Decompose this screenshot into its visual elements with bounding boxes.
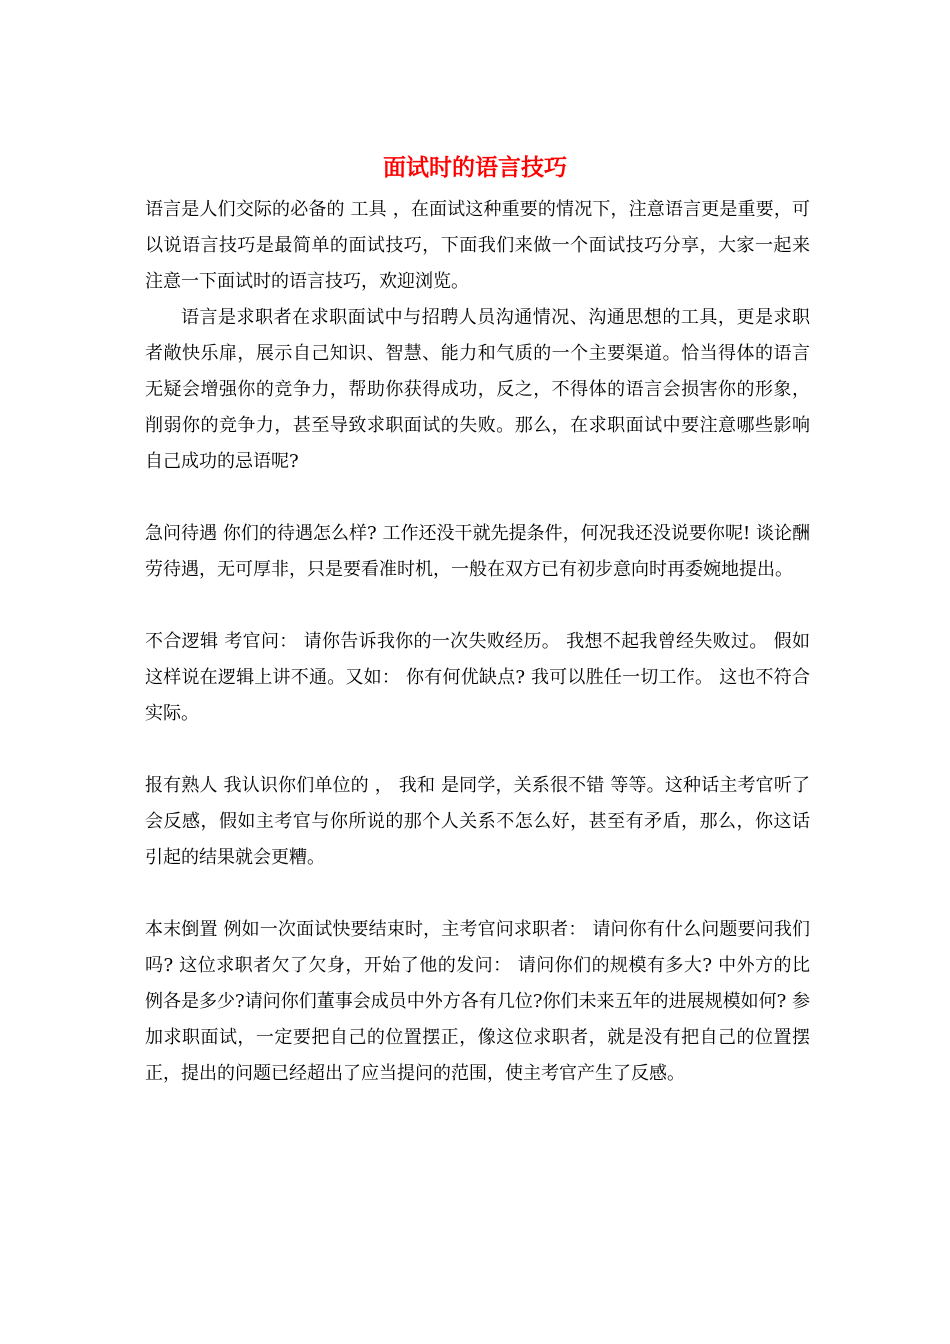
- paragraph-gap: [145, 588, 810, 624]
- section-priority: 本末倒置 例如一次面试快要结束时，主考官问求职者： 请问你有什么问题要问我们吗? 这位求职者欠了欠身，开始了他的发问： 请问你们的规模有多大? 中外方的比例各是多少?请问你们董事会成员中外方各有几位?你们未来五年的进展规模如何? 参加求职面试，一定要把自己的位置摆正，像这位求职者，就是没有把自己的位置摆正，提出的问题已经超出了应当提问的范围，使主考官产生了反感。: [145, 919, 810, 1084]
- paragraph-language-tool: 语言是求职者在求职面试中与招聘人员沟通情况、沟通思想的工具，更是求职者敞快乐扉，展示自己知识、智慧、能力和气质的一个主要渠道。恰当得体的语言无疑会增强你的竞争力，帮助你获得成功，反之，不得体的语言会损害你的形象，削弱你的竞争力，甚至导致求职面试的失败。那么，在求职面试中要注意哪些影响自己成功的忌语呢?: [145, 307, 810, 472]
- intro-paragraph: 语言是人们交际的必备的 工具 ，在面试这种重要的情况下，注意语言更是重要，可以说语言技巧是最简单的面试技巧，下面我们来做一个面试技巧分享，大家一起来注意一下面试时的语言技巧，欢迎浏览。: [145, 199, 810, 292]
- section-logic: 不合逻辑 考官问： 请你告诉我你的一次失败经历。 我想不起我曾经失败过。 假如这样说在逻辑上讲不通。又如： 你有何优缺点? 我可以胜任一切工作。 这也不符合实际。: [145, 631, 810, 724]
- document-body: [145, 192, 810, 1092]
- paragraph-gap: [145, 876, 810, 912]
- document-title: 面试时的语言技巧: [383, 154, 567, 181]
- paragraph-gap: [145, 732, 810, 768]
- paragraph-gap: [145, 480, 810, 516]
- section-salary: 急问待遇 你们的待遇怎么样? 工作还没干就先提条件，何况我还没说要你呢! 谈论酬劳待遇，无可厚非，只是要看准时机，一般在双方已有初步意向时再委婉地提出。: [145, 523, 810, 580]
- section-acquaintance: 报有熟人 我认识你们单位的 ， 我和 是同学，关系很不错 等等。这种话主考官听了会反感，假如主考官与你所说的那个人关系不怎么好，甚至有矛盾，那么，你这话引起的结果就会更糟。: [145, 775, 810, 868]
